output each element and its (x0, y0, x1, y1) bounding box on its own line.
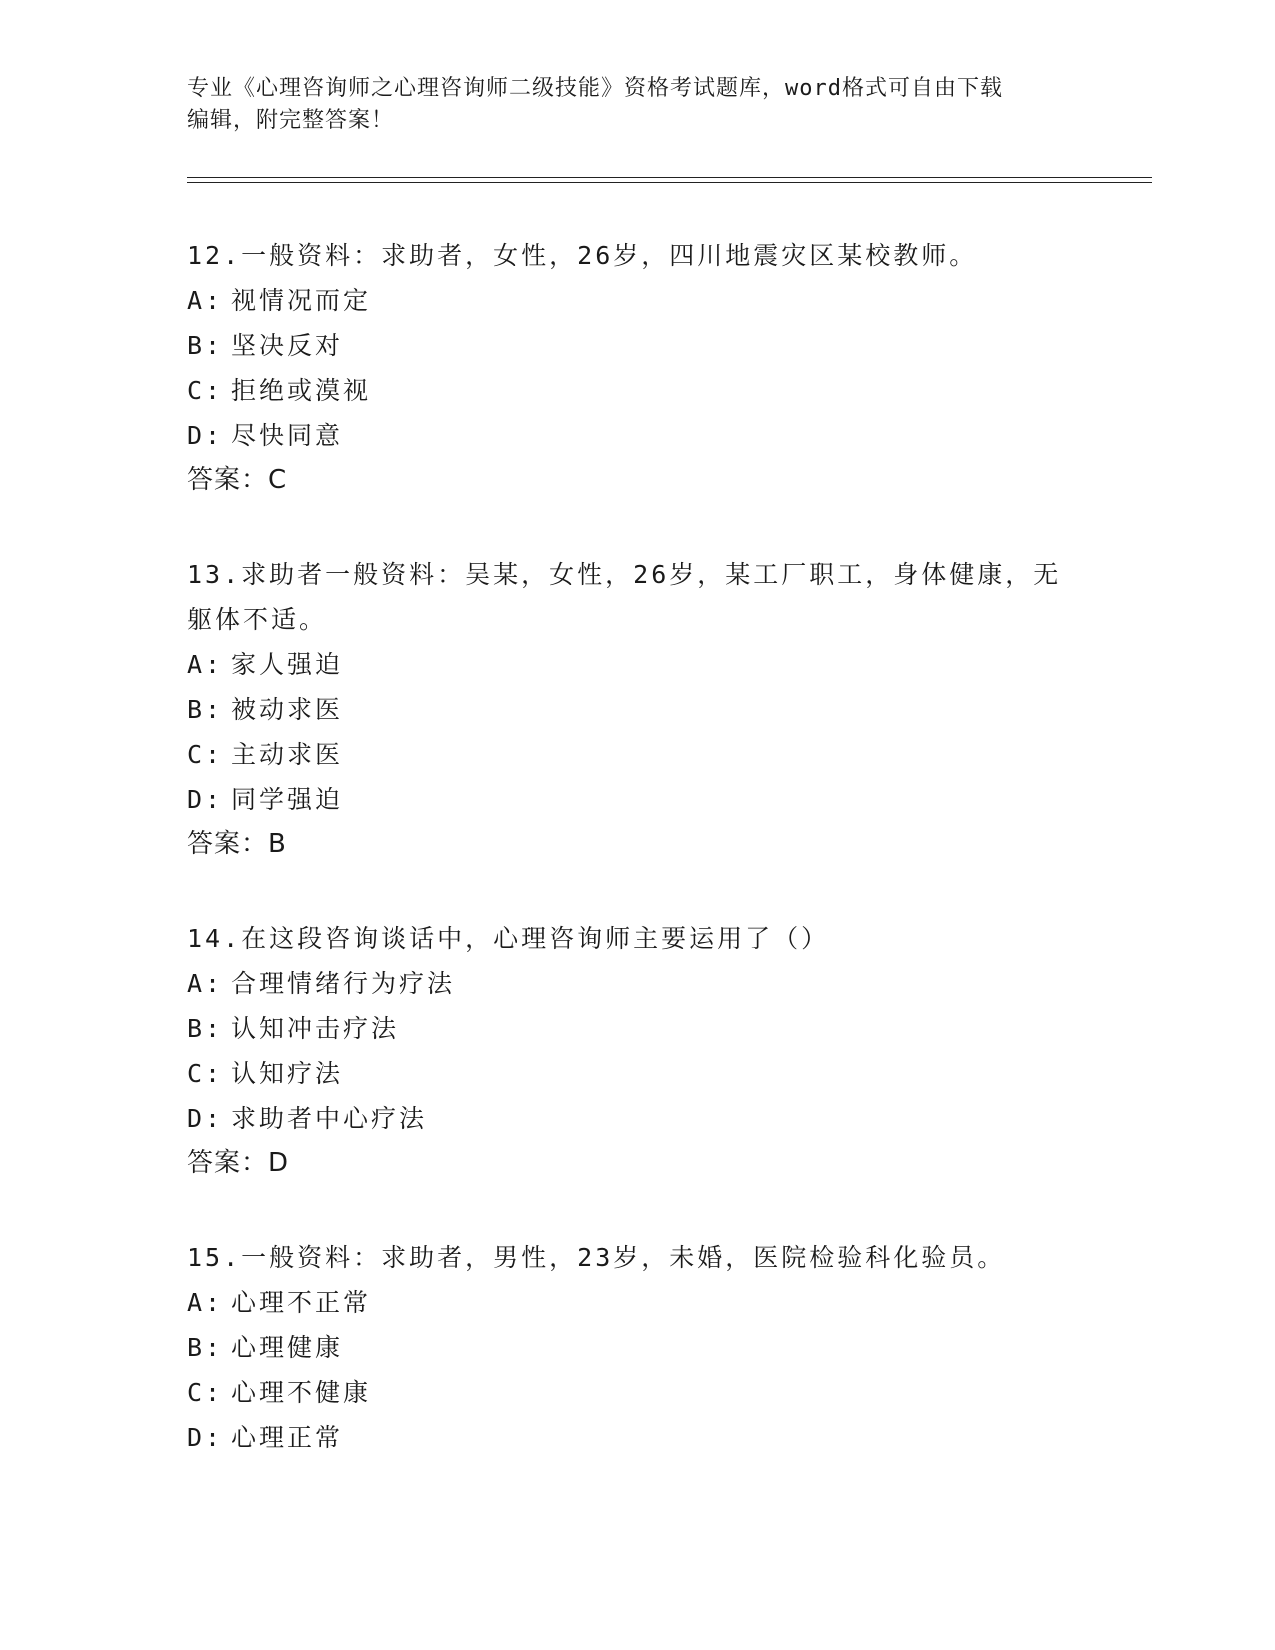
option-key: A: (187, 650, 224, 679)
question-stem: 12.一般资料：求助者，女性，26岁，四川地震灾区某校教师。 (187, 241, 978, 270)
option-b (187, 687, 1087, 732)
option-b (187, 323, 1087, 368)
header-line-1: 专业《心理咨询师之心理咨询师二级技能》资格考试题库，word格式可自由下载 (187, 76, 1003, 101)
option-d (187, 1415, 1087, 1460)
header-divider-bottom (187, 182, 1152, 183)
option-c (187, 1051, 1087, 1096)
option-text: 心理不健康 (231, 1378, 372, 1407)
option-key: A: (187, 286, 224, 315)
question-15 (187, 1235, 1087, 1460)
option-key: A: (187, 969, 224, 998)
option-text: 尽快同意 (231, 421, 344, 450)
option-key: B: (187, 331, 224, 360)
option-text: 认知疗法 (231, 1059, 344, 1088)
option-key: C: (187, 376, 224, 405)
question-stem: 13.求助者一般资料：吴某，女性，26岁，某工厂职工，身体健康，无躯体不适。 (187, 560, 1062, 634)
option-key: C: (187, 740, 224, 769)
question-14 (187, 916, 1087, 1186)
option-a (187, 642, 1087, 687)
option-key: D: (187, 1104, 224, 1133)
option-text: 坚决反对 (231, 331, 344, 360)
option-text: 求助者中心疗法 (231, 1104, 428, 1133)
answer-line: 答案：C (187, 465, 288, 495)
option-a (187, 961, 1087, 1006)
option-text: 心理正常 (231, 1423, 344, 1452)
option-text: 心理不正常 (231, 1288, 372, 1317)
option-key: D: (187, 421, 224, 450)
option-a (187, 278, 1087, 323)
option-text: 家人强迫 (231, 650, 344, 679)
option-d (187, 1096, 1087, 1141)
option-d (187, 777, 1087, 822)
option-d (187, 413, 1087, 458)
question-13 (187, 552, 1087, 867)
option-key: B: (187, 695, 224, 724)
header-divider-top (187, 177, 1152, 178)
option-key: A: (187, 1288, 224, 1317)
option-c (187, 1370, 1087, 1415)
option-b (187, 1325, 1087, 1370)
question-stem: 14.在这段咨询谈话中，心理咨询师主要运用了（） (187, 924, 830, 953)
question-12 (187, 233, 1087, 503)
option-text: 拒绝或漠视 (231, 376, 372, 405)
option-key: B: (187, 1014, 224, 1043)
header-line-2: 编辑，附完整答案！ (187, 108, 395, 133)
option-text: 同学强迫 (231, 785, 344, 814)
answer-line: 答案：B (187, 829, 287, 859)
option-key: C: (187, 1059, 224, 1088)
option-text: 心理健康 (231, 1333, 344, 1362)
option-c (187, 732, 1087, 777)
question-stem: 15.一般资料：求助者，男性，23岁，未婚，医院检验科化验员。 (187, 1243, 1006, 1272)
answer-line: 答案：D (187, 1148, 290, 1178)
document-header (187, 73, 1087, 137)
option-key: D: (187, 785, 224, 814)
option-key: C: (187, 1378, 224, 1407)
option-a (187, 1280, 1087, 1325)
option-text: 认知冲击疗法 (231, 1014, 400, 1043)
option-text: 被动求医 (231, 695, 344, 724)
option-key: B: (187, 1333, 224, 1362)
option-text: 主动求医 (231, 740, 344, 769)
option-c (187, 368, 1087, 413)
option-text: 视情况而定 (231, 286, 372, 315)
option-text: 合理情绪行为疗法 (231, 969, 456, 998)
option-key: D: (187, 1423, 224, 1452)
option-b (187, 1006, 1087, 1051)
